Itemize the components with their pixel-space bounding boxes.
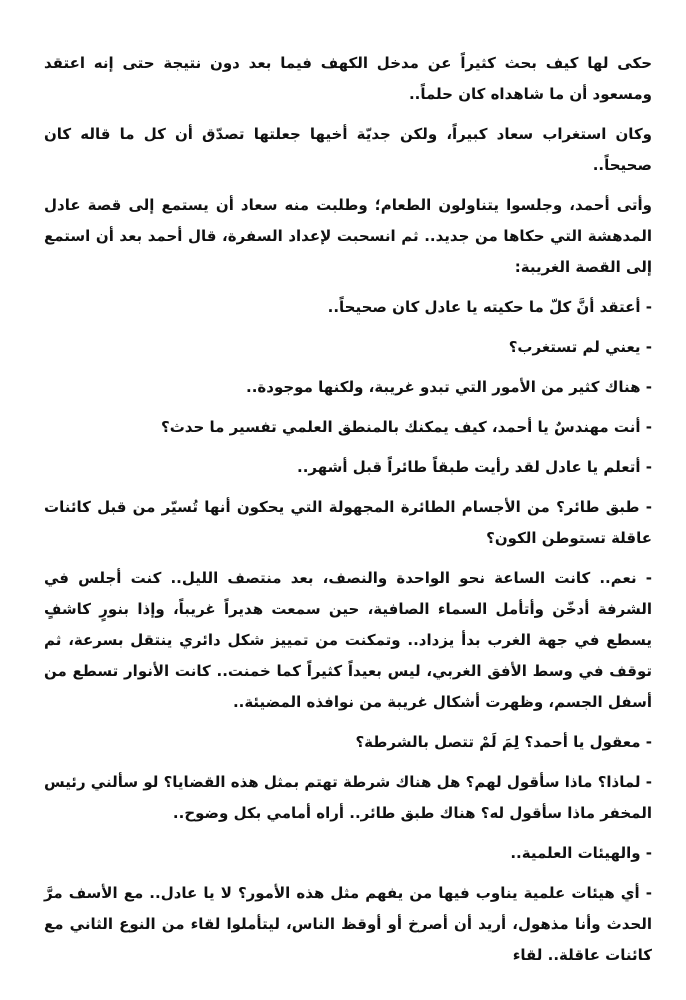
paragraph: حكى لها كيف بحث كثيراً عن مدخل الكهف فيما بعد دون نتيجة حتى إنه اعتقد ومسعود أن ما شاهداه كان حلماً.. [44, 54, 652, 103]
dialogue-line: - معقول يا أحمد؟ لِمَ لَمْ تتصل بالشرطة؟ [355, 733, 652, 751]
dialogue-line: - لماذا؟ ماذا سأقول لهم؟ هل هناك شرطة تهتم بمثل هذه القضايا؟ لو سألني رئيس المخفر ماذا سأقول له؟ هناك طبق طائر.. أراه أمامي بكل وضوح.. [43, 773, 652, 822]
dialogue-line: - نعم.. كانت الساعة نحو الواحدة والنصف، بعد منتصف الليل.. كنت أجلس في الشرفة أدخّن وأتأمل السماء الصافية، حين سمعت هديراً غريباً، وإذا بنورٍ كاشفٍ يسطع في جهة الغرب بدأ يزداد.. وتمكنت من تمييز شكل دائري ينتقل بسرعة، ثم توقف في وسط الأفق الغربي، ليس بعيداً كثيراً كما خمنت.. كانت الأنوار تسطع من أسفل الجسم، وظهرت أشكال غريبة من نوافذه المضيئة.. [44, 569, 652, 711]
dialogue-line: - هناك كثير من الأمور التي تبدو غريبة، ولكنها موجودة.. [246, 378, 652, 396]
paragraph: وكان استغراب سعاد كبيراً، ولكن جديّة أخيها جعلتها تصدّق أن كل ما قاله كان صحيحاً.. [44, 125, 652, 174]
paragraph: وأتى أحمد، وجلسوا يتناولون الطعام؛ وطلبت منه سعاد أن يستمع إلى قصة عادل المدهشة التي حكاها من جديد.. ثم انسحبت لإعداد السفرة، قال أحمد بعد أن استمع إلى القصة الغريبة: [44, 196, 652, 276]
dialogue-line: - أنت مهندسٌ يا أحمد، كيف يمكنك بالمنطق العلمي تفسير ما حدث؟ [161, 418, 652, 436]
dialogue-line: - والهيئات العلمية.. [510, 844, 652, 862]
dialogue-line: - أي هيئات علمية يناوب فيها من يفهم مثل هذه الأمور؟ لا يا عادل.. مع الأسف مرَّ الحدث وأنا مذهول، أريد أن أصرخ أو أوقظ الناس، ليتأملوا لقاء من النوع الثاني مع كائنات عاقلة.. لقاء [44, 884, 652, 964]
document-page [44, 48, 652, 980]
dialogue-line: - يعني لم تستغرب؟ [508, 338, 652, 356]
dialogue-line: - أتعلم يا عادل لقد رأيت طبقاً طائراً قبل أشهر.. [297, 458, 652, 476]
dialogue-line: - طبق طائر؟ من الأجسام الطائرة المجهولة التي يحكون أنها تُسيّر من قبل كائنات عاقلة تستوطن الكون؟ [44, 498, 652, 547]
dialogue-line: - أعتقد أنَّ كلّ ما حكيته يا عادل كان صحيحاً.. [327, 298, 652, 316]
